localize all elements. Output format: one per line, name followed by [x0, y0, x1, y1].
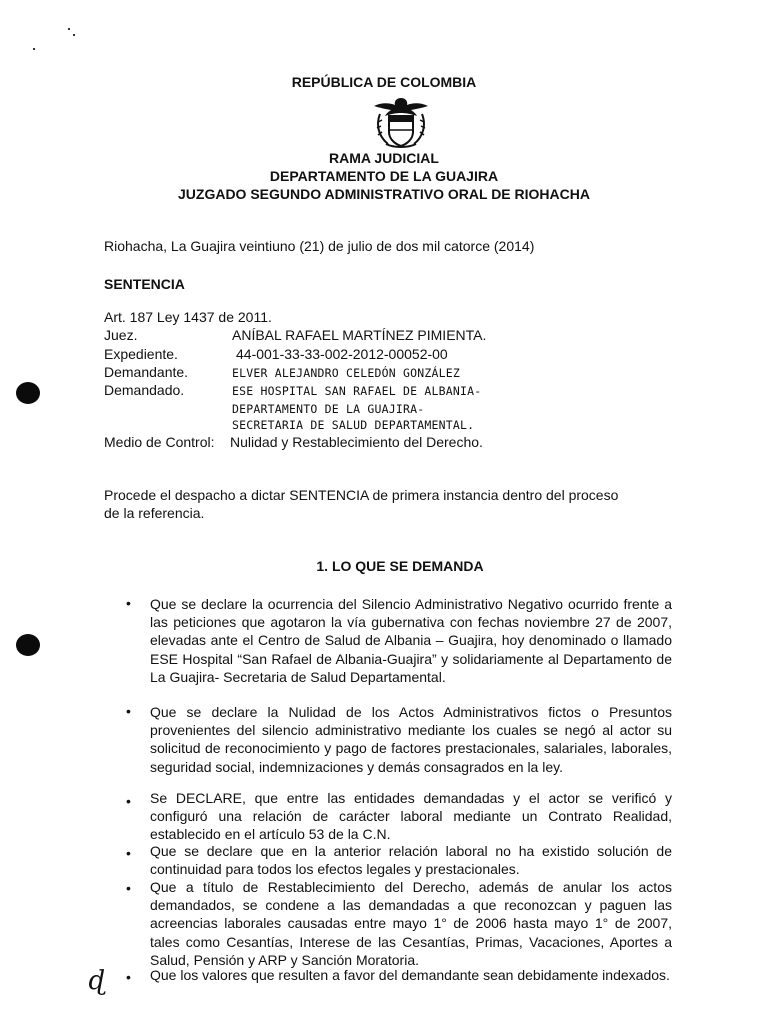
bullet-marker: • [126, 880, 131, 896]
header-country: REPÚBLICA DE COLOMBIA [291, 74, 477, 90]
judge-label: Juez. [104, 327, 138, 343]
date-line: Riohacha, La Guajira veintiuno (21) de julio de dos mil catorce (2014) [104, 238, 535, 254]
claim-item: Que se declare la Nulidad de los Actos Administrativos fictos o Presuntos provenientes del silencio administrativo mediante los cuales se negó al actor su solicitud de reconocimiento y pago de factores prestacionales, salariales, laborales, seguridad social, indemnizaciones y demás consagrados en la ley. [150, 704, 672, 775]
legal-reference: Art. 187 Ley 1437 de 2011. [104, 309, 272, 325]
defendant-label: Demandado. [104, 382, 185, 398]
bullet-marker: • [126, 969, 131, 985]
handwritten-mark: ɖ [88, 966, 105, 996]
claim-item: Se DECLARE, que entre las entidades demandadas y el actor se verificó y configuró una relación de carácter laboral mediante un Contrato Realidad, establecido en el artículo 53 de la C.N. [150, 790, 672, 843]
case-number-label: Expediente. [104, 346, 178, 362]
control-means-label: Medio de Control: [104, 434, 215, 450]
punch-hole [16, 382, 40, 404]
header-court: JUZGADO SEGUNDO ADMINISTRATIVO ORAL DE RIOHACHA [178, 186, 590, 202]
claim-item: Que a título de Restablecimiento del Derecho, además de anular los actos demandados, se condene a las demandadas a que reconozcan y paguen las acreencias laborales causadas entre mayo 1° de 2006 hasta mayo 1° de 2007, tales como Cesantías, Interese de las Cesantías, Primas, Vacaciones, Aportes a Salud, Pensión y ARP y Sanción Moratoria. [150, 879, 672, 968]
bullet-marker: • [126, 595, 131, 611]
claim-item: Que se declare que en la anterior relación laboral no ha existido solución de continuidad para todos los efectos legales y prestacionales. [150, 843, 672, 878]
defendant-line: SECRETARIA DE SALUD DEPARTAMENTAL. [232, 418, 475, 432]
section-heading: 1. LO QUE SE DEMANDA [316, 558, 484, 574]
control-means-value: Nulidad y Restablecimiento del Derecho. [230, 434, 483, 450]
bullet-marker: • [126, 845, 131, 861]
plaintiff-label: Demandante. [104, 364, 189, 380]
header-department: DEPARTAMENTO DE LA GUAJIRA [269, 168, 499, 184]
header-branch: RAMA JUDICIAL [329, 150, 439, 166]
bullet-marker: • [126, 793, 131, 809]
defendant-line: ESE HOSPITAL SAN RAFAEL DE ALBANIA- [232, 384, 482, 398]
judge-value: ANÍBAL RAFAEL MARTÍNEZ PIMIENTA. [232, 327, 487, 343]
scan-speck [33, 48, 35, 50]
scan-speck [68, 28, 70, 30]
case-number-value: 44-001-33-33-002-2012-00052-00 [236, 346, 448, 362]
intro-line: de la referencia. [104, 505, 205, 521]
punch-hole [16, 634, 40, 656]
plaintiff-value: ELVER ALEJANDRO CELEDÓN GONZÁLEZ [232, 366, 460, 380]
document-type: SENTENCIA [104, 276, 185, 292]
scan-speck [73, 34, 75, 36]
defendant-line: DEPARTAMENTO DE LA GUAJIRA- [232, 402, 425, 416]
bullet-marker: • [126, 703, 131, 719]
claim-item: Que se declare la ocurrencia del Silencio Administrativo Negativo ocurrido frente a las peticiones que agotaron la vía gubernativa con fechas noviembre 27 de 2007, elevadas ante el Centro de Salud de Albania – Guajira, hoy denominado o llamado ESE Hospital “San Rafael de Albania-Guajira” y solidariamente al Departamento de La Guajira- Secretaria de Salud Departamental. [150, 596, 672, 685]
claim-item: Que los valores que resulten a favor del demandante sean debidamente indexados. [150, 967, 670, 983]
coat-of-arms-emblem [368, 94, 434, 150]
intro-line: Procede el despacho a dictar SENTENCIA de primera instancia dentro del proceso [104, 487, 619, 503]
